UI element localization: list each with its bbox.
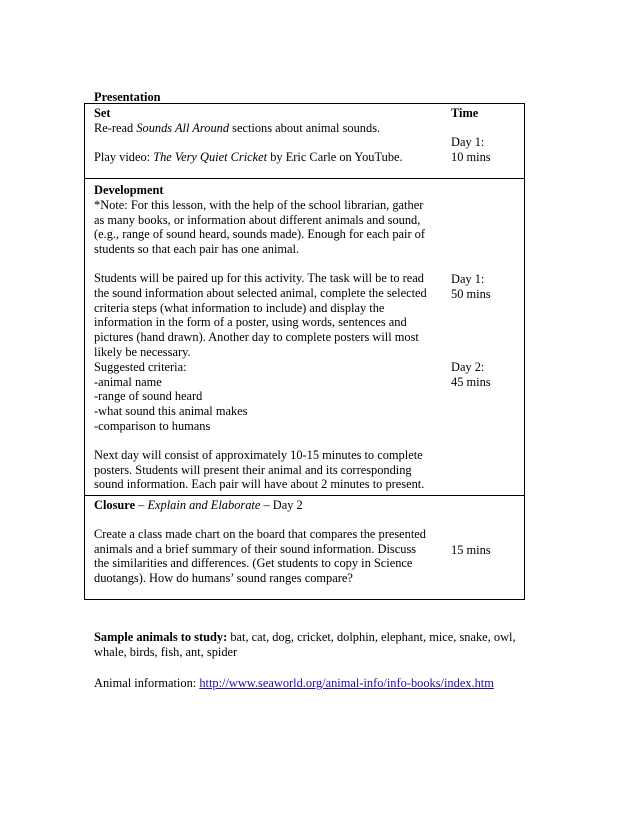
note-line: (e.g., range of sound heard, sounds made). Enough for each pair of — [94, 227, 425, 242]
set-line2-pre: Play video: — [94, 149, 154, 164]
lesson-table — [84, 103, 525, 600]
book-title: Sounds All Around — [136, 120, 230, 135]
set-time-day: Day 1: — [451, 134, 485, 149]
info-label: Animal information: — [94, 676, 200, 690]
closure-row — [85, 496, 524, 600]
dev-time2-mins: 45 mins — [451, 374, 491, 389]
development-time-1 — [451, 272, 521, 302]
seaworld-link[interactable]: http://www.seaworld.org/animal-info/info-books/index.htm — [199, 676, 494, 690]
development-time-2 — [451, 360, 521, 390]
sample-line-2: whale, birds, fish, ant, spider — [94, 644, 238, 659]
set-line1-pre: Re-read — [94, 120, 137, 135]
set-title: Set — [94, 106, 111, 120]
dev-time1-mins: 50 mins — [451, 286, 491, 301]
closure-time — [451, 543, 521, 558]
development-text — [94, 183, 444, 492]
criteria-line: Suggested criteria: — [94, 359, 187, 374]
dev-time2-day: Day 2: — [451, 360, 485, 374]
dev-time1-day: Day 1: — [451, 272, 485, 286]
closure-title: Closure — [94, 498, 136, 512]
criteria-line: -what sound this animal makes — [94, 404, 248, 419]
sample-animals — [94, 630, 534, 660]
closure-line: the similarities and differences. (Get students to copy in Science — [94, 556, 413, 571]
set-line-video — [94, 150, 444, 165]
closure-line: animals and a brief summary of their sound information. Discuss — [94, 541, 417, 556]
note-line: as many books, or information about different animals and sound, — [94, 212, 421, 227]
task-line: criteria steps (what information to include) and display the — [94, 300, 385, 315]
development-row — [85, 179, 524, 496]
set-time-mins: 10 mins — [451, 149, 491, 164]
video-title: The Very Quiet Cricket — [153, 149, 268, 164]
closure-line: Create a class made chart on the board that compares the presented — [94, 526, 426, 541]
animal-information — [94, 676, 534, 691]
note-line: *Note: For this lesson, with the help of the school librarian, gather — [94, 197, 424, 212]
closure-line: duotangs). How do humans’ sound ranges compare? — [94, 571, 353, 586]
development-title: Development — [94, 183, 164, 197]
sample-line-1 — [94, 630, 534, 645]
criteria-line: -comparison to humans — [94, 418, 211, 433]
set-time — [451, 106, 521, 164]
criteria-line: -range of sound heard — [94, 389, 203, 404]
set-row — [85, 104, 524, 179]
set-line1-post: sections about animal sounds. — [229, 120, 381, 135]
note-line: students so that each pair has one animal. — [94, 242, 300, 257]
set-line-reread — [94, 121, 444, 136]
next-day-line: Next day will consist of approximately 10-15 minutes to complete — [94, 447, 423, 462]
task-line: the sound information about selected animal, complete the selected — [94, 285, 427, 300]
closure-text — [94, 498, 444, 586]
next-day-line: posters. Students will present their animal and its corresponding — [94, 462, 412, 477]
closure-heading — [94, 498, 444, 513]
next-day-line: sound information. Each pair will have about 2 minutes to present. — [94, 477, 425, 492]
closure-subtitle: Explain and Elaborate — [147, 498, 261, 512]
sample-text: bat, cat, dog, cricket, dolphin, elephant, mice, snake, owl, — [227, 630, 516, 644]
presentation-heading: Presentation — [94, 90, 161, 104]
sample-label: Sample animals to study: — [94, 630, 228, 644]
criteria-line: -animal name — [94, 374, 162, 389]
task-line: information in the form of a poster, using words, sentences and — [94, 315, 407, 330]
time-header: Time — [451, 106, 479, 120]
closure-day: – Day 2 — [260, 498, 303, 512]
task-line: likely be necessary. — [94, 344, 191, 359]
task-line: pictures (hand drawn). Another day to complete posters will most — [94, 330, 419, 345]
closure-dash: – — [135, 498, 148, 512]
closure-time-mins: 15 mins — [451, 543, 491, 557]
set-text — [94, 106, 444, 164]
set-line2-post: by Eric Carle on YouTube. — [267, 149, 403, 164]
task-line: Students will be paired up for this activity. The task will be to read — [94, 270, 425, 285]
